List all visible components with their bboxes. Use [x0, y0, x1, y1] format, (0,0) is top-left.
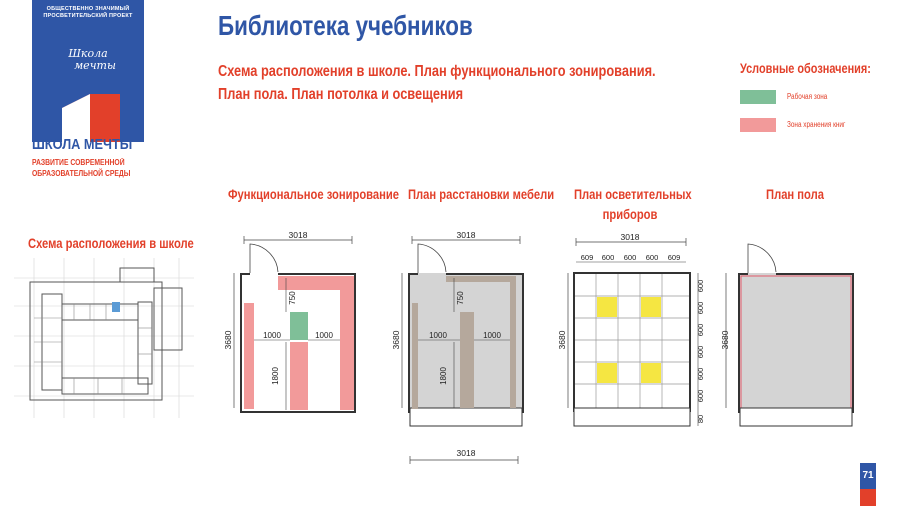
furniture-plan	[390, 228, 530, 468]
legend-title: Условные обозначения:	[740, 60, 871, 76]
panel-title-lighting-line-2: приборов	[602, 206, 658, 222]
dim-1000-left-label: 1000	[263, 331, 281, 340]
dim-750-label: 750	[288, 291, 297, 305]
floor-plan	[718, 228, 868, 433]
logo-script-line-1: Школа	[68, 47, 108, 60]
dim-height-label: 3680	[557, 330, 567, 350]
dim-600-label: 600	[601, 253, 615, 262]
dim-80-label: 80	[696, 414, 705, 424]
dim-1800-label: 1800	[439, 367, 448, 385]
door-swing	[250, 244, 278, 273]
lamp	[641, 297, 661, 317]
dim-width-label: 3018	[620, 232, 640, 242]
legend-label-storage-zone: Зона хранения книг	[787, 120, 846, 129]
school-building-icon	[32, 88, 144, 142]
panel-title-furniture: План расстановки мебели	[408, 186, 555, 202]
dim-600-vertical-label: 600	[696, 345, 705, 359]
dim-1000-right-label: 1000	[315, 331, 333, 340]
dim-1800-label: 1800	[271, 367, 280, 385]
logo-script-text	[32, 48, 144, 72]
dim-width-bottom-label: 3018	[456, 448, 476, 458]
panel-title-lighting-line-1: План осветительных	[574, 186, 692, 202]
dim-600-vertical-label: 600	[696, 279, 705, 293]
page-subtitle-line-2: План пола. План потолка и освещения	[218, 86, 464, 103]
logo-subtitle	[32, 157, 160, 179]
logo-subtitle-line-1: РАЗВИТИЕ СОВРЕМЕННОЙ	[32, 158, 125, 167]
school-scheme-plan	[14, 258, 194, 418]
dim-600-label: 600	[645, 253, 659, 262]
panel-title-floor: План пола	[766, 186, 824, 202]
dim-width-label: 3018	[288, 230, 308, 240]
shelf-center	[460, 312, 474, 408]
functional-zoning-plan	[222, 228, 357, 433]
page-subtitle-line-1: Схема расположения в школе. План функционального зонирования.	[218, 63, 656, 80]
dim-1000-right-label: 1000	[483, 331, 501, 340]
dim-600-label: 600	[623, 253, 637, 262]
floor-covering	[738, 273, 854, 411]
logo-block	[32, 0, 144, 142]
library-location-marker	[112, 302, 120, 312]
storage-zone-left	[244, 303, 254, 409]
page-title: Библиотека учебников	[218, 10, 473, 41]
work-zone	[290, 312, 308, 340]
legend-label-work-zone: Рабочая зона	[787, 92, 828, 101]
lighting-plan	[557, 228, 715, 433]
shelf-left	[412, 303, 418, 409]
legend-swatch-storage-zone	[740, 118, 776, 132]
storage-zone-center	[290, 342, 308, 410]
logo-subtitle-line-2: ОБРАЗОВАТЕЛЬНОЙ СРЕДЫ	[32, 169, 131, 178]
logo-top-text: ОБЩЕСТВЕННО ЗНАЧИМЫЙ ПРОСВЕТИТЕЛЬСКИЙ ПРОЕКТ	[43, 6, 133, 19]
legend-swatch-work-zone	[740, 90, 776, 104]
panel-title-lighting	[574, 184, 692, 224]
ceiling-grid	[574, 273, 690, 411]
panel-title-functional: Функциональное зонирование	[228, 186, 400, 202]
lamp	[597, 363, 617, 383]
dim-600-vertical-label: 600	[696, 301, 705, 315]
dim-609-left-label: 609	[580, 253, 594, 262]
dim-height-label: 3680	[720, 330, 730, 350]
dim-height-label: 3680	[391, 330, 401, 350]
lamp	[597, 297, 617, 317]
dim-height-label: 3680	[223, 330, 233, 350]
dim-609-right-label: 609	[667, 253, 681, 262]
panel-title-school-scheme: Схема расположения в школе	[28, 235, 194, 251]
dim-750-label: 750	[456, 291, 465, 305]
shelf-top	[446, 276, 516, 282]
logo-script-line-2: мечты	[74, 59, 116, 72]
page-number-accent	[860, 489, 876, 506]
storage-zone-right	[340, 276, 354, 410]
dim-600-vertical-label: 600	[696, 367, 705, 381]
page-number: 71	[860, 463, 876, 489]
dim-600-vertical-label: 600	[696, 323, 705, 337]
dim-1000-left-label: 1000	[429, 331, 447, 340]
dim-width-label: 3018	[456, 230, 476, 240]
dim-600-vertical-label: 600	[696, 389, 705, 403]
page-subtitle	[218, 60, 656, 106]
shelf-right	[510, 282, 516, 408]
lamp	[641, 363, 661, 383]
logo-name: ШКОЛА МЕЧТЫ	[32, 136, 133, 153]
